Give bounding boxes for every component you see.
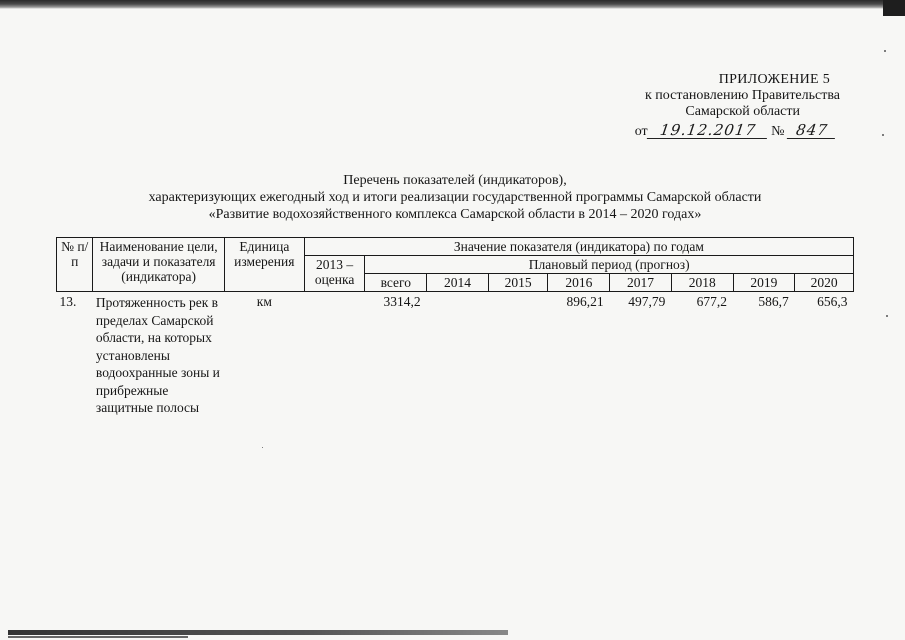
header-num: № п/п	[57, 238, 93, 292]
indicators-table	[56, 237, 854, 418]
header-total: всего	[365, 274, 427, 292]
header-year: 2016	[548, 274, 610, 292]
scan-corner-mark	[883, 0, 905, 16]
row-num: 13.	[59, 294, 77, 309]
header-year: 2019	[733, 274, 795, 292]
appendix-title: ПРИЛОЖЕНИЕ 5	[718, 72, 830, 87]
appendix-date-line	[540, 122, 840, 140]
header-year: 2014	[427, 274, 489, 292]
scan-speck	[884, 50, 886, 52]
row-value-2017: 497,79	[628, 294, 666, 309]
row-value-2020: 656,3	[817, 294, 848, 309]
header-planned-period: Плановый период (прогноз)	[365, 256, 854, 274]
row-value-2015	[488, 292, 548, 418]
row-total: 3314,2	[383, 294, 421, 309]
appendix-line: к постановлению Правительства	[644, 88, 840, 103]
row-value-2014	[427, 292, 489, 418]
appendix-line: Самарской области	[685, 104, 800, 119]
header-unit: Единица измерения	[224, 238, 304, 292]
scan-edge-bottom-thin	[8, 636, 188, 638]
header-year: 2017	[610, 274, 672, 292]
title-line: характеризующих ежегодный ход и итоги реализации государственной программы Самарской области	[148, 190, 762, 205]
handwritten-date: 19.12.2017	[646, 122, 768, 139]
title-line: «Развитие водохозяйственного комплекса Самарской области в 2014 – 2020 годах»	[208, 207, 702, 222]
row-value-2018: 677,2	[696, 294, 728, 309]
scan-edge-bottom	[8, 630, 508, 635]
row-name: Протяженность рек в пределах Самарской области, на которых установлены водоохранные зоны и прибрежные защитные полосы	[95, 295, 220, 415]
header-year: 2018	[671, 274, 733, 292]
title-line: Перечень показателей (индикаторов),	[343, 173, 567, 188]
header-year: 2015	[488, 274, 548, 292]
row-unit: км	[256, 294, 272, 309]
date-prefix: от	[634, 124, 648, 139]
scan-speck	[886, 315, 888, 317]
document-title	[80, 172, 830, 223]
scan-speck	[262, 447, 263, 448]
table-row	[57, 292, 854, 418]
row-value-2019: 586,7	[758, 294, 789, 309]
scan-edge-top	[0, 0, 905, 9]
row-2013-estimate	[304, 292, 365, 418]
header-name: Наименование цели, задачи и показателя (индикатора)	[93, 238, 224, 292]
scan-speck	[882, 134, 884, 136]
header-2013-estimate: 2013 – оценка	[304, 256, 365, 292]
handwritten-number: 847	[787, 122, 837, 139]
header-year: 2020	[795, 274, 854, 292]
number-prefix: №	[771, 124, 785, 139]
row-value-2016: 896,21	[566, 294, 604, 309]
appendix-block	[540, 72, 840, 140]
header-values-group: Значение показателя (индикатора) по годам	[304, 238, 853, 256]
